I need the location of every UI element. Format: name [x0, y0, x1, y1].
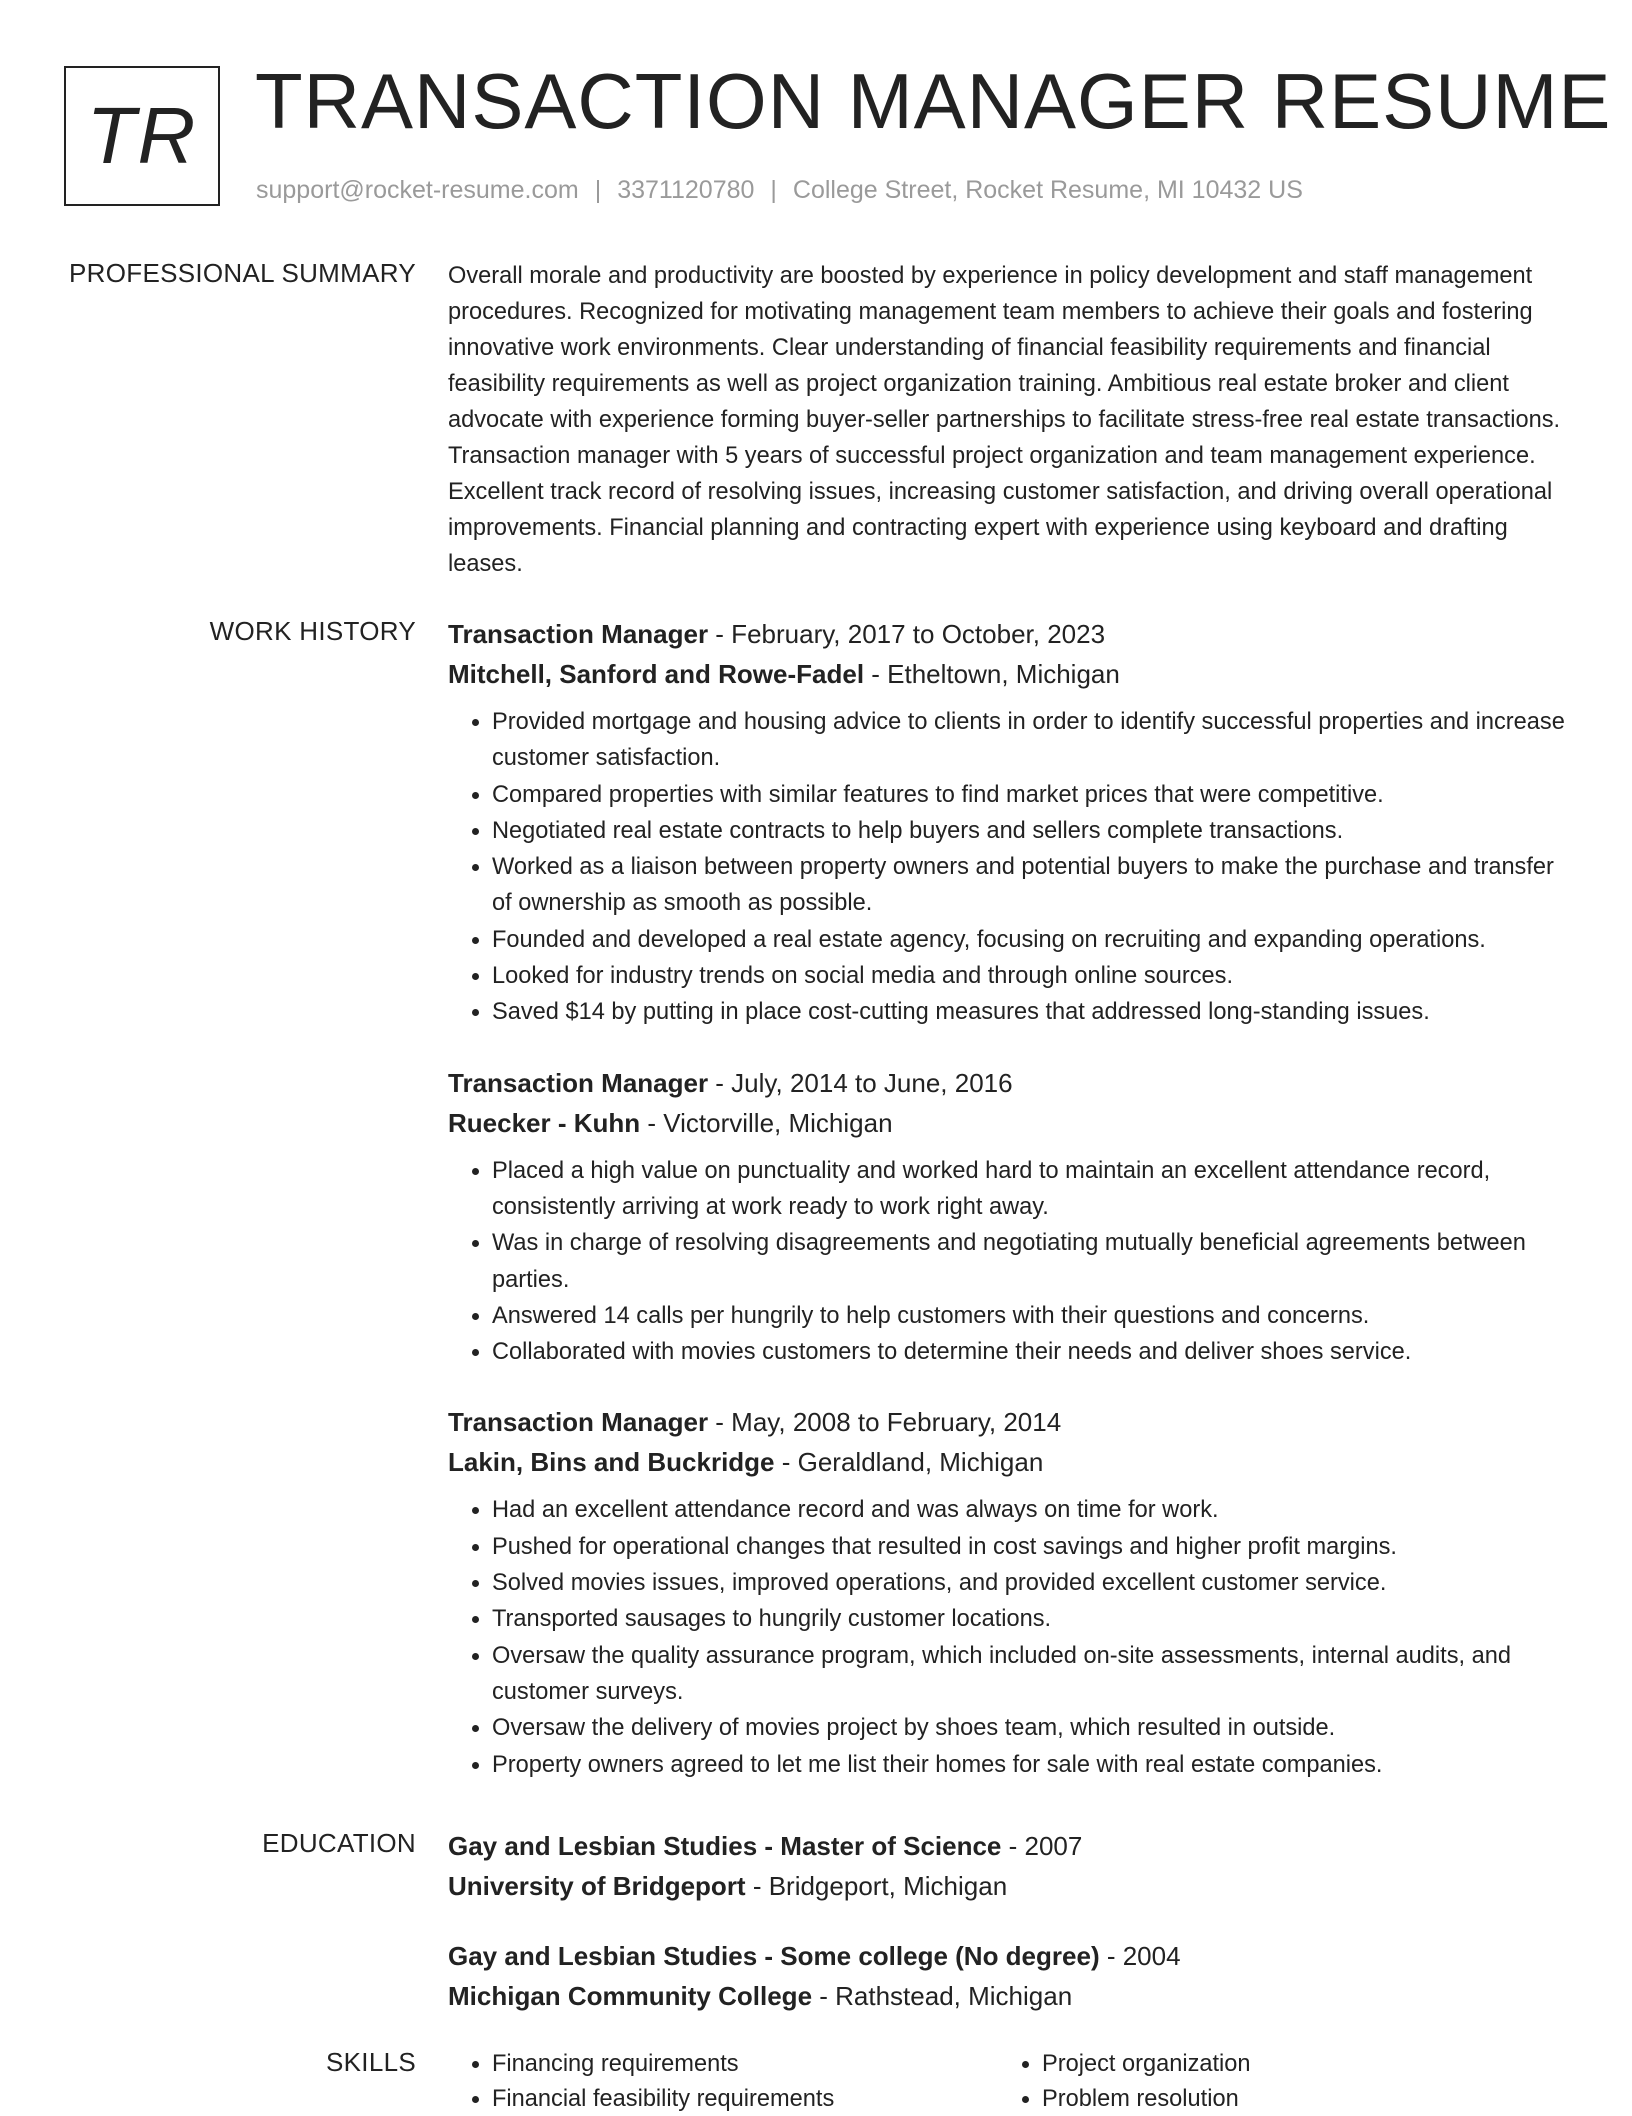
education-degree: Gay and Lesbian Studies - Some college (No degree): [448, 1941, 1100, 1971]
job-bullet: • Provided mortgage and housing advice to clients in order to identify successful properties and increase customer satisfaction.: [492, 704, 1566, 777]
monogram-text: TR: [87, 90, 198, 182]
skill-item: • Project organization: [1042, 2047, 1518, 2082]
job-location: - Victorville, Michigan: [640, 1108, 892, 1138]
job-bullet: • Saved $14 by putting in place cost-cutting measures that addressed long-standing issues.: [492, 994, 1566, 1030]
job-bullets: [448, 1492, 1566, 1782]
contact-separator: |: [770, 176, 777, 204]
contact-separator: |: [595, 176, 602, 204]
job-bullet: • Oversaw the quality assurance program, which included on-site assessments, internal audits, and customer surveys.: [492, 1638, 1566, 1711]
job-bullet: • Collaborated with movies customers to determine their needs and deliver shoes service.: [492, 1334, 1566, 1370]
job-title-line: [448, 1063, 1566, 1103]
job-entry: [448, 614, 1566, 1031]
skills-grid: [448, 2047, 1566, 2116]
job-bullet: • Answered 14 calls per hungrily to help customers with their questions and concerns.: [492, 1298, 1566, 1334]
education-degree: Gay and Lesbian Studies - Master of Science: [448, 1831, 1001, 1861]
skills-label: SKILLS: [326, 2047, 416, 2078]
job-dates: - July, 2014 to June, 2016: [708, 1068, 1013, 1098]
job-company: Ruecker - Kuhn: [448, 1108, 640, 1138]
education-entry: [448, 1826, 1566, 1906]
skill-item: • Financing requirements: [492, 2047, 998, 2082]
job-title-line: [448, 1402, 1566, 1442]
job-dates: - May, 2008 to February, 2014: [708, 1407, 1061, 1437]
contact-line: [256, 176, 1303, 205]
job-bullet: • Property owners agreed to let me list their homes for sale with real estate companies.: [492, 1747, 1566, 1783]
education-entry: [448, 1936, 1566, 2016]
education-degree-line: [448, 1826, 1566, 1866]
job-bullet: • Compared properties with similar features to find market prices that were competitive.: [492, 777, 1566, 813]
job-location: - Geraldland, Michigan: [775, 1447, 1044, 1477]
summary-text: Overall morale and productivity are boosted by experience in policy development and staff management procedures. Recognized for motivating management team members to achieve their goals and fostering innovative work environments. Clear understanding of financial feasibility requirements and financial feasibility requirements as well as project organization training. Ambitious real estate broker and client advocate with experience forming buyer-seller partnerships to facilitate stress-free real estate transactions. Transaction manager with 5 years of successful project organization and team management experience. Excellent track record of resolving issues, increasing customer satisfaction, and driving overall operational improvements. Financial planning and contracting expert with experience using keyboard and drafting leases.: [448, 258, 1566, 582]
job-entry: [448, 1402, 1566, 1782]
job-title-line: [448, 614, 1566, 654]
job-bullets: [448, 704, 1566, 1031]
job-company-line: [448, 654, 1566, 694]
job-bullet: • Looked for industry trends on social media and through online sources.: [492, 958, 1566, 994]
contact-phone: 3371120780: [617, 176, 754, 204]
job-bullet: • Oversaw the delivery of movies project by shoes team, which resulted in outside.: [492, 1710, 1566, 1746]
skill-item: • Financial feasibility requirements: [492, 2082, 998, 2116]
job-bullet: • Was in charge of resolving disagreements and negotiating mutually beneficial agreements between parties.: [492, 1225, 1566, 1298]
education-location: - Rathstead, Michigan: [812, 1981, 1072, 2011]
skills-column-left: [448, 2047, 998, 2116]
summary-label: PROFESSIONAL SUMMARY: [69, 258, 416, 289]
job-bullet: • Negotiated real estate contracts to help buyers and sellers complete transactions.: [492, 813, 1566, 849]
education-year: - 2004: [1100, 1941, 1181, 1971]
job-bullets: [448, 1153, 1566, 1371]
contact-address: College Street, Rocket Resume, MI 10432 US: [793, 176, 1303, 204]
job-bullet: • Solved movies issues, improved operations, and provided excellent customer service.: [492, 1565, 1566, 1601]
skills-column-right: [998, 2047, 1518, 2116]
job-company: Mitchell, Sanford and Rowe-Fadel: [448, 659, 864, 689]
contact-email: support@rocket-resume.com: [256, 176, 579, 204]
work-history-label: WORK HISTORY: [210, 616, 416, 647]
monogram-badge: [64, 66, 220, 206]
job-bullet: • Pushed for operational changes that resulted in cost savings and higher profit margins.: [492, 1529, 1566, 1565]
job-company-line: [448, 1103, 1566, 1143]
job-entry: [448, 1063, 1566, 1371]
education-location: - Bridgeport, Michigan: [746, 1871, 1008, 1901]
job-company-line: [448, 1442, 1566, 1482]
job-dates: - February, 2017 to October, 2023: [708, 619, 1105, 649]
education-label: EDUCATION: [262, 1828, 416, 1859]
education-school-line: [448, 1866, 1566, 1906]
job-location: - Etheltown, Michigan: [864, 659, 1120, 689]
education-school-line: [448, 1976, 1566, 2016]
job-company: Lakin, Bins and Buckridge: [448, 1447, 775, 1477]
job-title: Transaction Manager: [448, 1068, 708, 1098]
job-bullet: • Founded and developed a real estate agency, focusing on recruiting and expanding operations.: [492, 922, 1566, 958]
job-title: Transaction Manager: [448, 1407, 708, 1437]
job-bullet: • Worked as a liaison between property owners and potential buyers to make the purchase and transfer of ownership as smooth as possible.: [492, 849, 1566, 922]
education-year: - 2007: [1001, 1831, 1082, 1861]
education-degree-line: [448, 1936, 1566, 1976]
education-school: Michigan Community College: [448, 1981, 812, 2011]
education-school: University of Bridgeport: [448, 1871, 746, 1901]
job-bullet: • Placed a high value on punctuality and worked hard to maintain an excellent attendance record, consistently arriving at work ready to work right away.: [492, 1153, 1566, 1226]
skill-item: • Problem resolution: [1042, 2082, 1518, 2116]
job-bullet: • Had an excellent attendance record and was always on time for work.: [492, 1492, 1566, 1528]
job-title: Transaction Manager: [448, 619, 708, 649]
resume-title: TRANSACTION MANAGER RESUME: [255, 56, 1611, 147]
job-bullet: • Transported sausages to hungrily customer locations.: [492, 1601, 1566, 1637]
